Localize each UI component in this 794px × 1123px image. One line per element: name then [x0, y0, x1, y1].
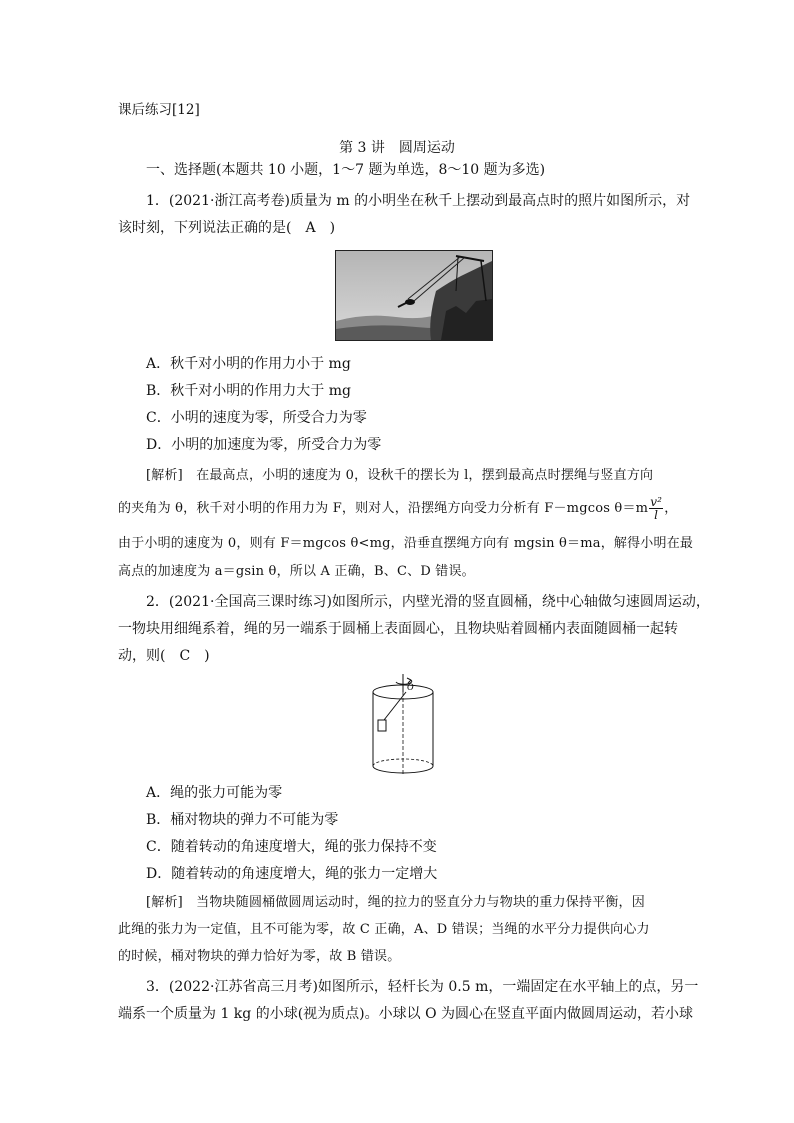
q3-stem-line1: 3．(2022·江苏省高三月考)如图所示，轻杆长为 0.5 m，一端固定在水平轴上的点，另一 [146, 979, 699, 995]
lesson-title: 第 3 讲 圆周运动 [339, 140, 455, 156]
section-heading: 一、选择题(本题共 10 小题，1～7 题为单选，8～10 题为多选) [146, 162, 546, 178]
q2-stem-line3: 动，则( C ) [118, 648, 210, 664]
velocity-fraction [649, 496, 663, 521]
q1-option-d: D．小明的加速度为零，所受合力为零 [146, 437, 382, 453]
q1-stem-line1: 1．(2021·浙江高考卷)质量为 m 的小明坐在秋千上摆动到最高点时的照片如图所示，对 [146, 193, 691, 209]
q1-analysis-line2 [118, 496, 677, 521]
q1-option-b: B．秋千对小明的作用力大于 mg [146, 383, 351, 399]
fraction-numerator: v² [650, 495, 663, 509]
q1-analysis-line1: [解析] 在最高点，小明的速度为 0，设秋千的摆长为 l，摆到最高点时摆绳与竖直方向 [146, 468, 654, 483]
q2-stem-line2: 一物块用细绳系着，绳的另一端系于圆桶上表面圆心，且物块贴着圆桶内表面随圆桶一起转 [118, 621, 678, 637]
q2-analysis-line1: [解析] 当物块随圆桶做圆周运动时，绳的拉力的竖直分力与物块的重力保持平衡，因 [146, 895, 645, 910]
q2-option-a: A．绳的张力可能为零 [146, 785, 283, 801]
cylinder-diagram [370, 670, 452, 778]
q2-option-d: D．随着转动的角速度增大，绳的张力一定增大 [146, 866, 438, 882]
q1-option-c: C．小明的速度为零，所受合力为零 [146, 410, 367, 426]
q2-option-b: B．桶对物块的弹力不可能为零 [146, 812, 339, 828]
fraction-denominator: l [654, 508, 659, 522]
swing-photo [335, 250, 493, 341]
q1-option-a: A．秋千对小明的作用力小于 mg [146, 356, 351, 372]
q2-stem-line1: 2．(2021·全国高三课时练习)如图所示，内壁光滑的竖直圆桶，绕中心轴做匀速圆周运动， [146, 594, 710, 610]
q2-analysis-line2: 此绳的张力为一定值，且不可能为零，故 C 正确，A、D 错误；当绳的水平分力提供向心力 [118, 922, 650, 937]
q2-option-c: C．随着转动的角速度增大，绳的张力保持不变 [146, 839, 437, 855]
q1-analysis-line2-text: 的夹角为 θ，秋千对小明的作用力为 F，则对人，沿摆绳方向受力分析有 F－mgcos θ＝m [118, 501, 649, 516]
q2-analysis-line3: 的时候，桶对物块的弹力恰好为零，故 B 错误。 [118, 949, 401, 964]
header-label: 课后练习[12] [118, 102, 200, 118]
q1-analysis-line2-end: ， [664, 501, 678, 516]
q1-analysis-line3: 由于小明的速度为 0，则有 F＝mgcos θ<mg，沿垂直摆绳方向有 mgsin θ＝ma，解得小明在最 [118, 536, 694, 551]
swing-photo-image [336, 251, 492, 340]
center-label-o: O [407, 682, 414, 692]
q3-stem-line2: 端系一个质量为 1 kg 的小球(视为质点)。小球以 O 为圆心在竖直平面内做圆周运动，若小球 [118, 1006, 694, 1022]
q1-analysis-line4: 高点的加速度为 a＝gsin θ，所以 A 正确，B、C、D 错误。 [118, 564, 475, 579]
q1-stem-line2: 该时刻，下列说法正确的是( A ) [118, 220, 336, 236]
